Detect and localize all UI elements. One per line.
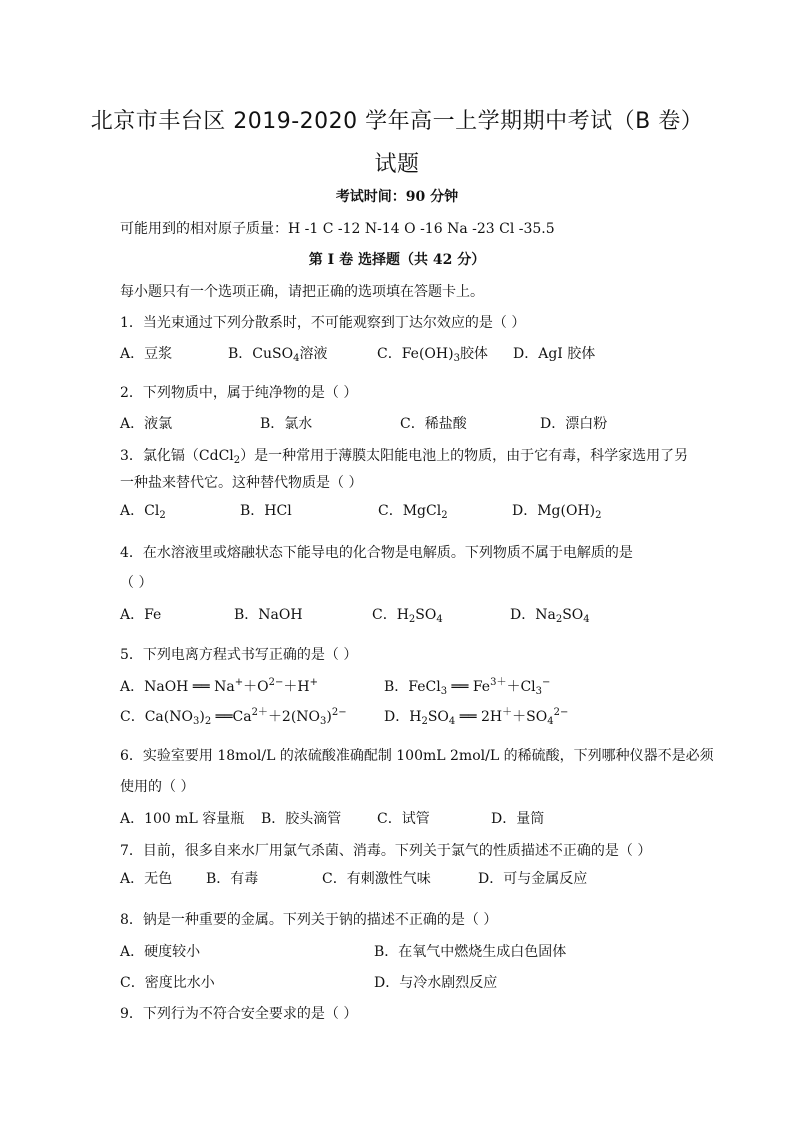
question-3-stem: 3．氯化镉（CdCl$_2$）是一种常用于薄膜太阳能电池上的物质，由于它有毒，科学家选用了另 <box>120 448 689 466</box>
q1-option-d: D．AgI 胶体 <box>513 346 596 362</box>
q8-option-b: B．在氧气中燃烧生成白色固体 <box>374 944 567 960</box>
q2-option-a: A．液氯 <box>120 416 173 432</box>
q2-option-d: D．漂白粉 <box>540 416 608 432</box>
q5-option-a: A．NaOH ══ $Na^++O^{2-}+H^+$ <box>120 677 318 695</box>
q6-option-c: C．试管 <box>377 811 430 827</box>
q7-option-a: A．无色 <box>120 871 173 887</box>
question-1-stem: 1．当光束通过下列分散系时，不可能观察到丁达尔效应的是（ ） <box>120 315 526 331</box>
q2-option-c: C．稀盐酸 <box>400 416 467 432</box>
q1-option-c: C．$Fe(OH)_3$胶体 <box>377 346 488 364</box>
q7-option-c: C．有刺激性气味 <box>322 871 431 887</box>
q8-option-c: C．密度比水小 <box>120 975 215 991</box>
question-4-stem-cont: （ ） <box>120 575 153 591</box>
q3-option-b: B．HCl <box>240 503 292 519</box>
q8-option-a: A．硬度较小 <box>120 944 201 960</box>
question-2-stem: 2．下列物质中，属于纯净物的是（ ） <box>120 385 358 401</box>
q2-option-b: B．氯水 <box>260 416 313 432</box>
question-3-stem-cont: 一种盐来替代它。这种替代物质是（ ） <box>120 475 363 491</box>
q5-option-d: D．$H_2SO_4$ ══ $2H^++SO_4^{2-}$ <box>384 707 569 727</box>
section-instruction: 每小题只有一个选项正确，请把正确的选项填在答题卡上。 <box>120 284 484 300</box>
question-7-stem: 7．目前，很多自来水厂用氯气杀菌、消毒。下列关于氯气的性质描述不正确的是（ ） <box>120 843 652 859</box>
q1-option-b: B．CuSO$_4$溶液 <box>228 346 328 364</box>
q6-option-a: A．100 mL 容量瓶 <box>120 811 245 827</box>
q4-option-d: D．$Na_2SO_4$ <box>510 607 590 625</box>
exam-title-line2: 试题 <box>374 152 420 177</box>
q4-option-b: B．NaOH <box>234 607 303 623</box>
q3-option-a: A．$Cl_2$ <box>120 503 166 521</box>
q5-option-b: B．FeCl$_3$ ══ $Fe^{3+}+Cl_3^-$ <box>384 677 551 697</box>
question-5-stem: 5．下列电离方程式书写正确的是（ ） <box>120 647 358 663</box>
q4-option-c: C．$H_2SO_4$ <box>372 607 443 625</box>
atomic-masses: 可能用到的相对原子质量：H -1 C -12 N-14 O -16 Na -23 Cl -35.5 <box>120 221 555 237</box>
q6-option-d: D．量筒 <box>491 811 545 827</box>
exam-title: 北京市丰台区 2019-2020 学年高一上学期期中考试（B 卷） <box>90 109 704 134</box>
section-heading: 第 I 卷 选择题（共 42 分） <box>308 252 486 268</box>
q3-option-c: C．MgCl$_2$ <box>378 503 448 521</box>
q7-option-d: D．可与金属反应 <box>478 871 588 887</box>
q4-option-a: A．Fe <box>120 607 162 623</box>
question-6-stem: 6．实验室要用 18mol/L 的浓硫酸准确配制 100mL 2mol/L 的稀硫酸，下列哪种仪器不是必须 <box>120 748 714 764</box>
q7-option-b: B．有毒 <box>206 871 259 887</box>
question-6-stem-cont: 使用的（ ） <box>120 779 195 795</box>
question-4-stem: 4．在水溶液里或熔融状态下能导电的化合物是电解质。下列物质不属于电解质的是 <box>120 545 633 561</box>
q1-option-a: A．豆浆 <box>120 346 173 362</box>
question-9-stem: 9．下列行为不符合安全要求的是（ ） <box>120 1006 358 1022</box>
q3-option-d: D．$Mg(OH)_2$ <box>512 503 602 521</box>
exam-time: 考试时间：90 分钟 <box>335 189 459 205</box>
question-8-stem: 8．钠是一种重要的金属。下列关于钠的描述不正确的是（ ） <box>120 912 498 928</box>
q6-option-b: B．胶头滴管 <box>261 811 342 827</box>
q8-option-d: D．与冷水剧烈反应 <box>374 975 498 991</box>
q5-option-c: C．$Ca(NO_3)_2$ $══Ca^{2+}+2(NO_3)^{2-}$ <box>120 707 347 727</box>
